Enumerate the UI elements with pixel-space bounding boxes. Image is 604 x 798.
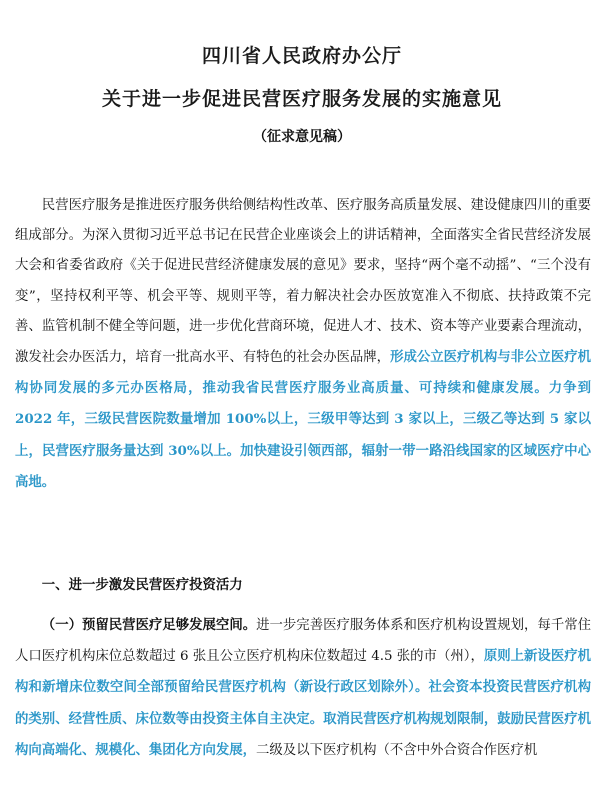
section1-paragraph [15, 610, 591, 766]
document-subtitle: （征求意见稿） [253, 129, 351, 145]
document-title-issuer: 四川省人民政府办公厅 [201, 45, 402, 67]
section-heading-1: 一、进一步激发民营医疗投资活力 [41, 577, 243, 593]
section1-lead: （一）预留民营医疗足够发展空间。 [41, 617, 257, 633]
section1-highlight: 原则上新设医疗机构和新增床位数空间全部预留给民营医疗机构（新设行政区划除外）。社会资本投资民营医疗机构的类别、经营性质、床位数等由投资主体自主决定。取消民营医疗机构规划限制，鼓励民营医疗机构向高端化、规模化、集团化方向发展， [15, 648, 592, 758]
document-title: 关于进一步促进民营医疗服务发展的实施意见 [101, 88, 502, 110]
intro-paragraph [15, 191, 591, 498]
section1-text-tail: 二级及以下医疗机构（不含中外合资合作医疗机 [256, 742, 538, 758]
intro-text: 民营医疗服务是推进医疗服务供给侧结构性改革、医疗服务高质量发展、建设健康四川的重要组成部分。为深入贯彻习近平总书记在民营企业座谈会上的讲话精神，全面落实全省民营经济发展大会和省委省政府《关于促进民营经济健康发展的意见》要求，坚持“两个毫不动摇”、“三个没有变”，坚持权利平等、机会平等、规则平等，着力解决社会办医放宽准入不彻底、扶持政策不完善、监管机制不健全等问题，进一步优化营商环境，促进人才、技术、资本等产业要素合理流动，激发社会办医活力，培育一批高水平、有特色的社会办医品牌， [15, 198, 591, 366]
intro-highlight: 形成公立医疗机构与非公立医疗机构协同发展的多元办医格局，推动我省民营医疗服务业高质量、可持续和健康发展。力争到 2022 年，三级民营医院数量增加 100%以上，三级甲等达到 3 家以上，三级乙等达到 5 家以上，民营医疗服务量达到 30%以上。加快建设引领西部，辐射一带一路沿线国家的区域医疗中心高地。 [15, 349, 592, 490]
section1-text: 进一步完善医疗服务体系和医疗机构设置规划，每千常住人口医疗机构床位总数超过 6 张且公立医疗机构床位数超过 4.5 张的市（州）， [15, 618, 592, 665]
